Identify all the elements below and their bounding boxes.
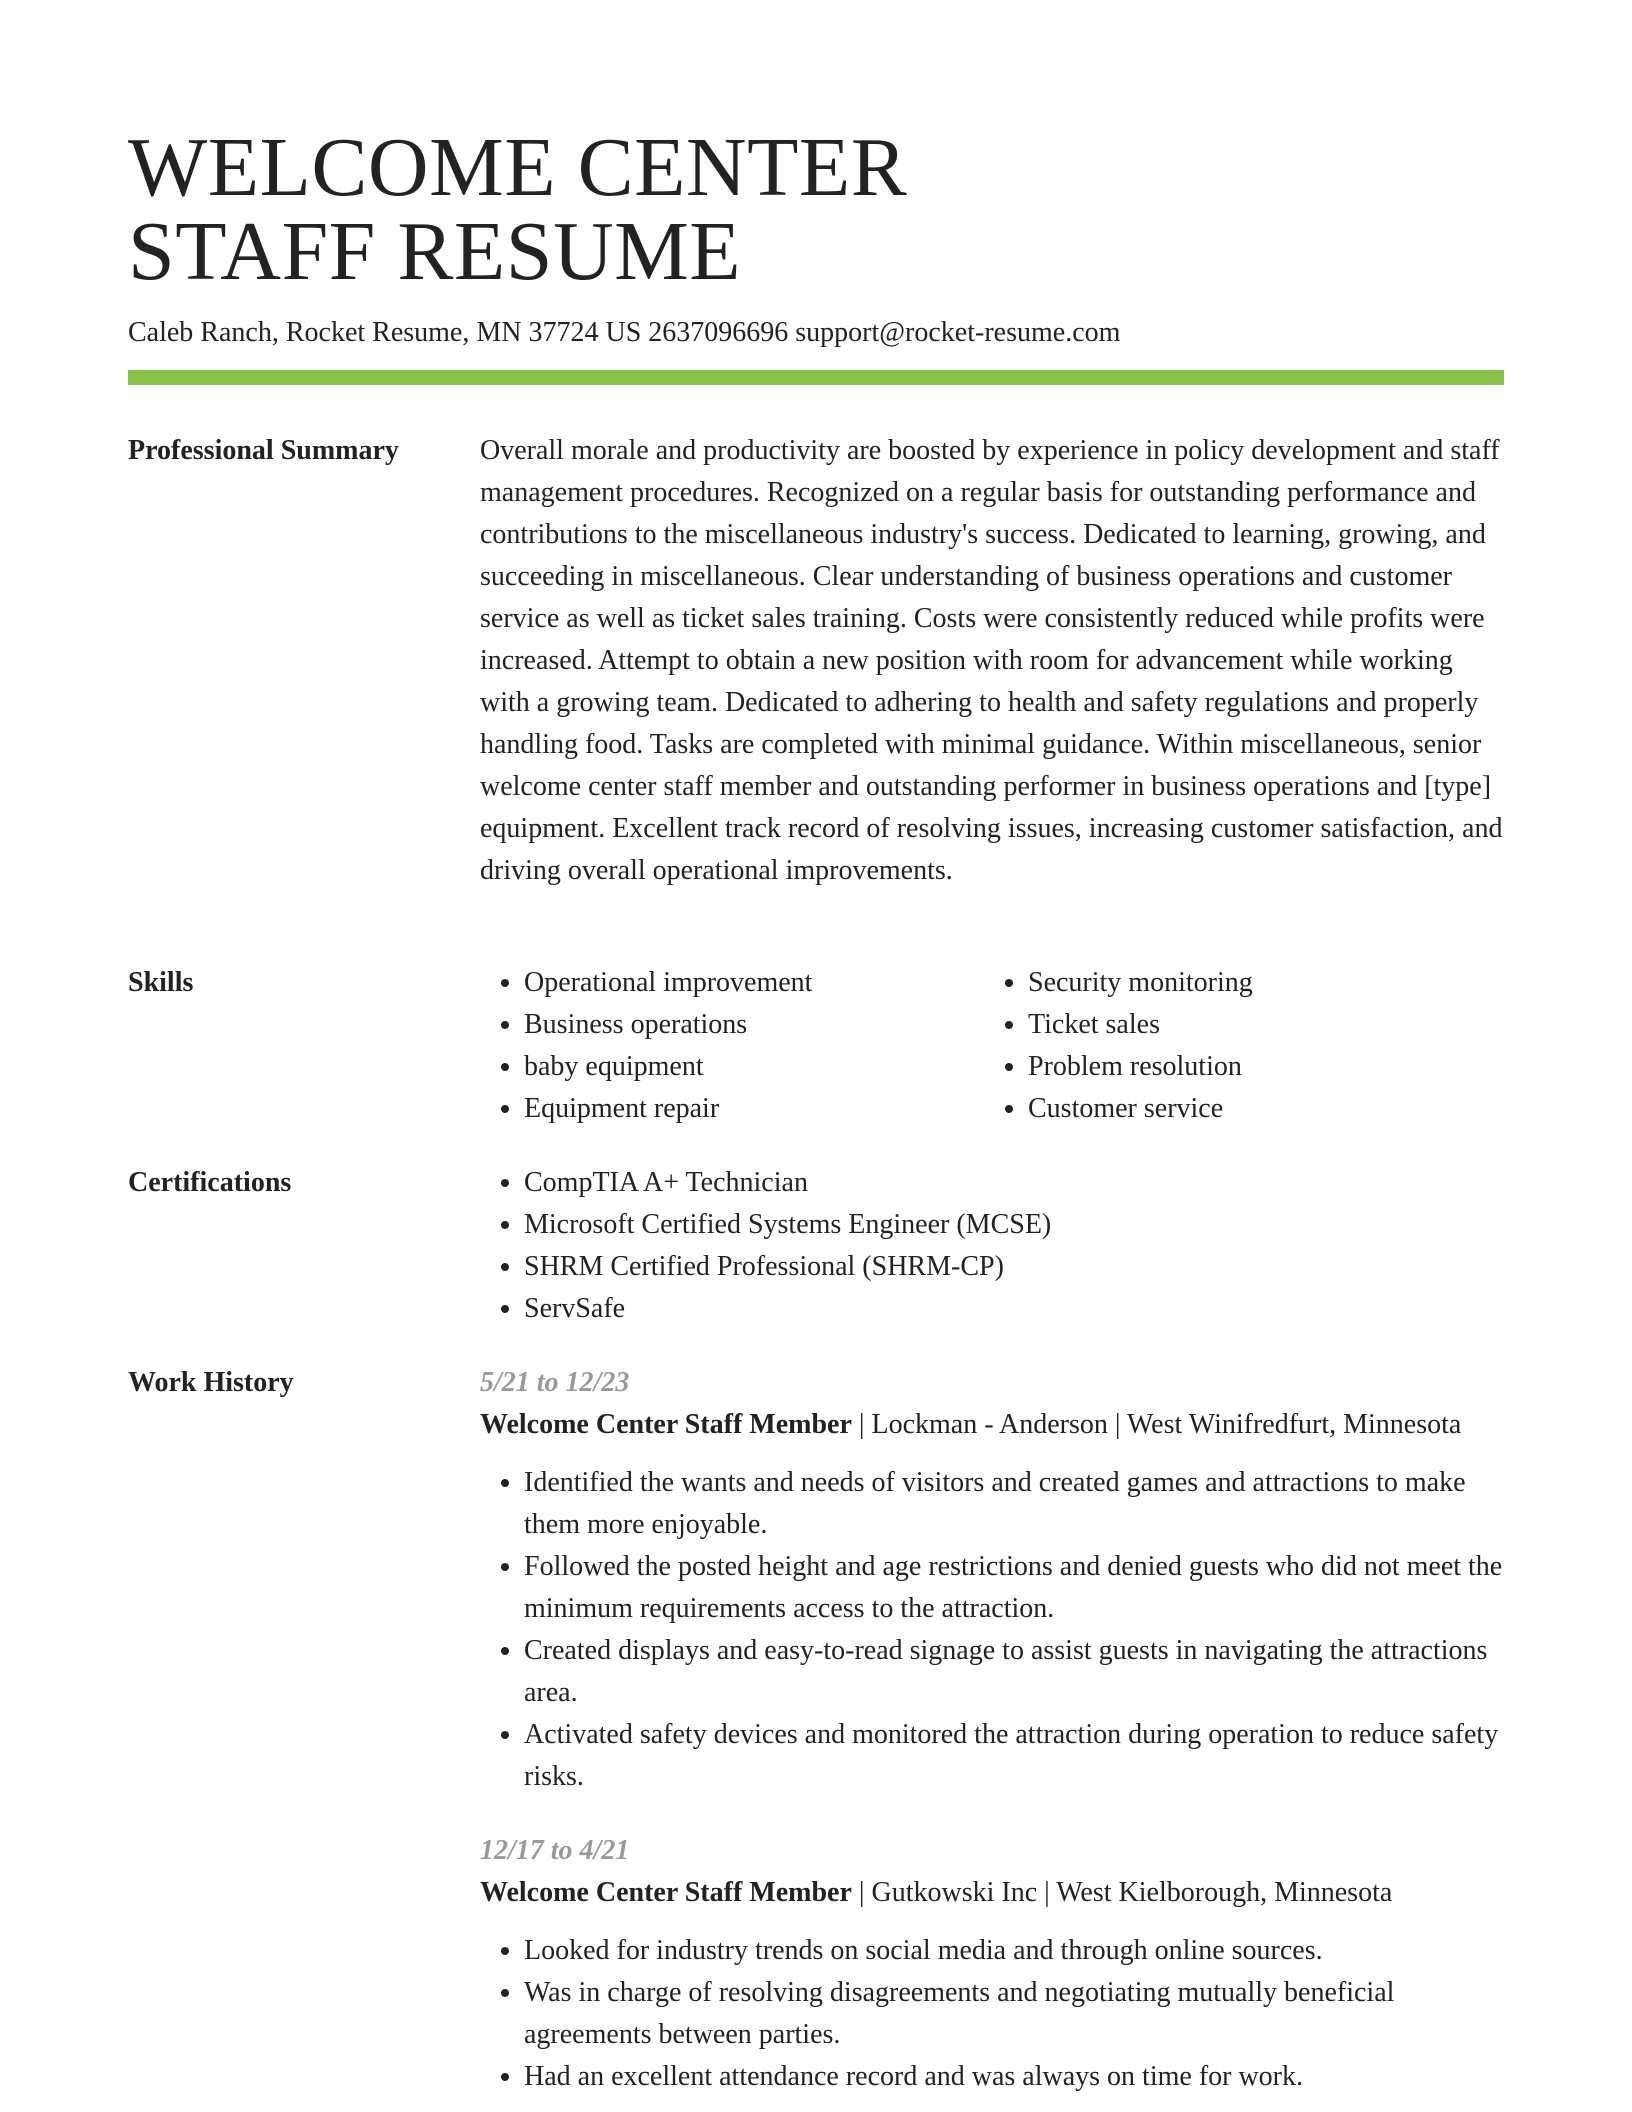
job-title-line	[480, 1872, 1504, 1914]
job-bullet: • Created displays and easy-to-read signage to assist guests in navigating the attractions area.	[524, 1630, 1504, 1714]
certification-item: • ServSafe	[524, 1288, 1504, 1330]
summary-body	[480, 430, 1504, 892]
job-bullet: • Activated safety devices and monitored the attraction during operation to reduce safety risks.	[524, 1714, 1504, 1798]
job-bullet-list	[480, 1930, 1504, 2098]
skill-item: • Security monitoring	[1028, 962, 1488, 1004]
accent-divider	[128, 370, 1504, 385]
skill-item: • Problem resolution	[1028, 1046, 1488, 1088]
certifications-list	[480, 1162, 1504, 1330]
job-entry	[480, 1830, 1504, 2098]
contact-info: Caleb Ranch, Rocket Resume, MN 37724 US 2637096696 support@rocket-resume.com	[128, 317, 1121, 348]
skill-item: • baby equipment	[524, 1046, 984, 1088]
job-bullet: • Identified the wants and needs of visitors and created games and attractions to make them more enjoyable.	[524, 1462, 1504, 1546]
summary-text: Overall morale and productivity are boosted by experience in policy development and staff management procedures. Recognized on a regular basis for outstanding performance and contributions to the miscellaneous industry's success. Dedicated to learning, growing, and succeeding in miscellaneous. Clear understanding of business operations and customer service as well as ticket sales training. Costs were consistently reduced while profits were increased. Attempt to obtain a new position with room for advancement while working with a growing team. Dedicated to adhering to health and safety regulations and properly handling food. Tasks are completed with minimal guidance. Within miscellaneous, senior welcome center staff member and outstanding performer in business operations and [type] equipment. Excellent track record of resolving issues, increasing customer satisfaction, and driving overall operational improvements.	[480, 435, 1503, 886]
job-bullet: • Was in charge of resolving disagreements and negotiating mutually beneficial agreements between parties.	[524, 1972, 1504, 2056]
resume-title-line-1: WELCOME CENTER	[128, 121, 908, 214]
job-entry	[480, 1362, 1504, 1798]
job-bullet: • Had an excellent attendance record and was always on time for work.	[524, 2056, 1504, 2098]
job-dates: 12/17 to 4/21	[480, 1835, 630, 1866]
job-bullet: • Followed the posted height and age restrictions and denied guests who did not meet the minimum requirements access to the attraction.	[524, 1546, 1504, 1630]
skill-item: • Customer service	[1028, 1088, 1488, 1130]
certifications-body	[480, 1162, 1504, 1330]
resume-title	[128, 121, 908, 298]
certification-item: • CompTIA A+ Technician	[524, 1162, 1504, 1204]
job-bullet-list	[480, 1462, 1504, 1798]
work-history-body	[480, 1362, 1504, 2098]
resume-title-line-2: STAFF RESUME	[128, 205, 742, 298]
job-title: Welcome Center Staff Member	[480, 1409, 852, 1440]
skills-body	[480, 962, 1504, 1130]
certification-item: • SHRM Certified Professional (SHRM-CP)	[524, 1246, 1504, 1288]
job-title-line	[480, 1404, 1504, 1446]
job-company-location: | Lockman - Anderson | West Winifredfurt, Minnesota	[851, 1409, 1462, 1440]
certification-item: • Microsoft Certified Systems Engineer (MCSE)	[524, 1204, 1504, 1246]
skill-item: • Ticket sales	[1028, 1004, 1488, 1046]
skill-item: • Business operations	[524, 1004, 984, 1046]
summary-heading: Professional Summary	[128, 435, 399, 466]
certifications-heading: Certifications	[128, 1167, 292, 1198]
work-history-heading: Work History	[128, 1367, 294, 1398]
skills-list-left	[480, 962, 984, 1130]
job-dates: 5/21 to 12/23	[480, 1367, 630, 1398]
skill-item: • Operational improvement	[524, 962, 984, 1004]
job-title: Welcome Center Staff Member	[480, 1877, 852, 1908]
skill-item: • Equipment repair	[524, 1088, 984, 1130]
job-company-location: | Gutkowski Inc | West Kielborough, Minnesota	[851, 1877, 1393, 1908]
skills-list-right	[984, 962, 1488, 1130]
job-bullet: • Looked for industry trends on social media and through online sources.	[524, 1930, 1504, 1972]
skills-heading: Skills	[128, 967, 194, 998]
